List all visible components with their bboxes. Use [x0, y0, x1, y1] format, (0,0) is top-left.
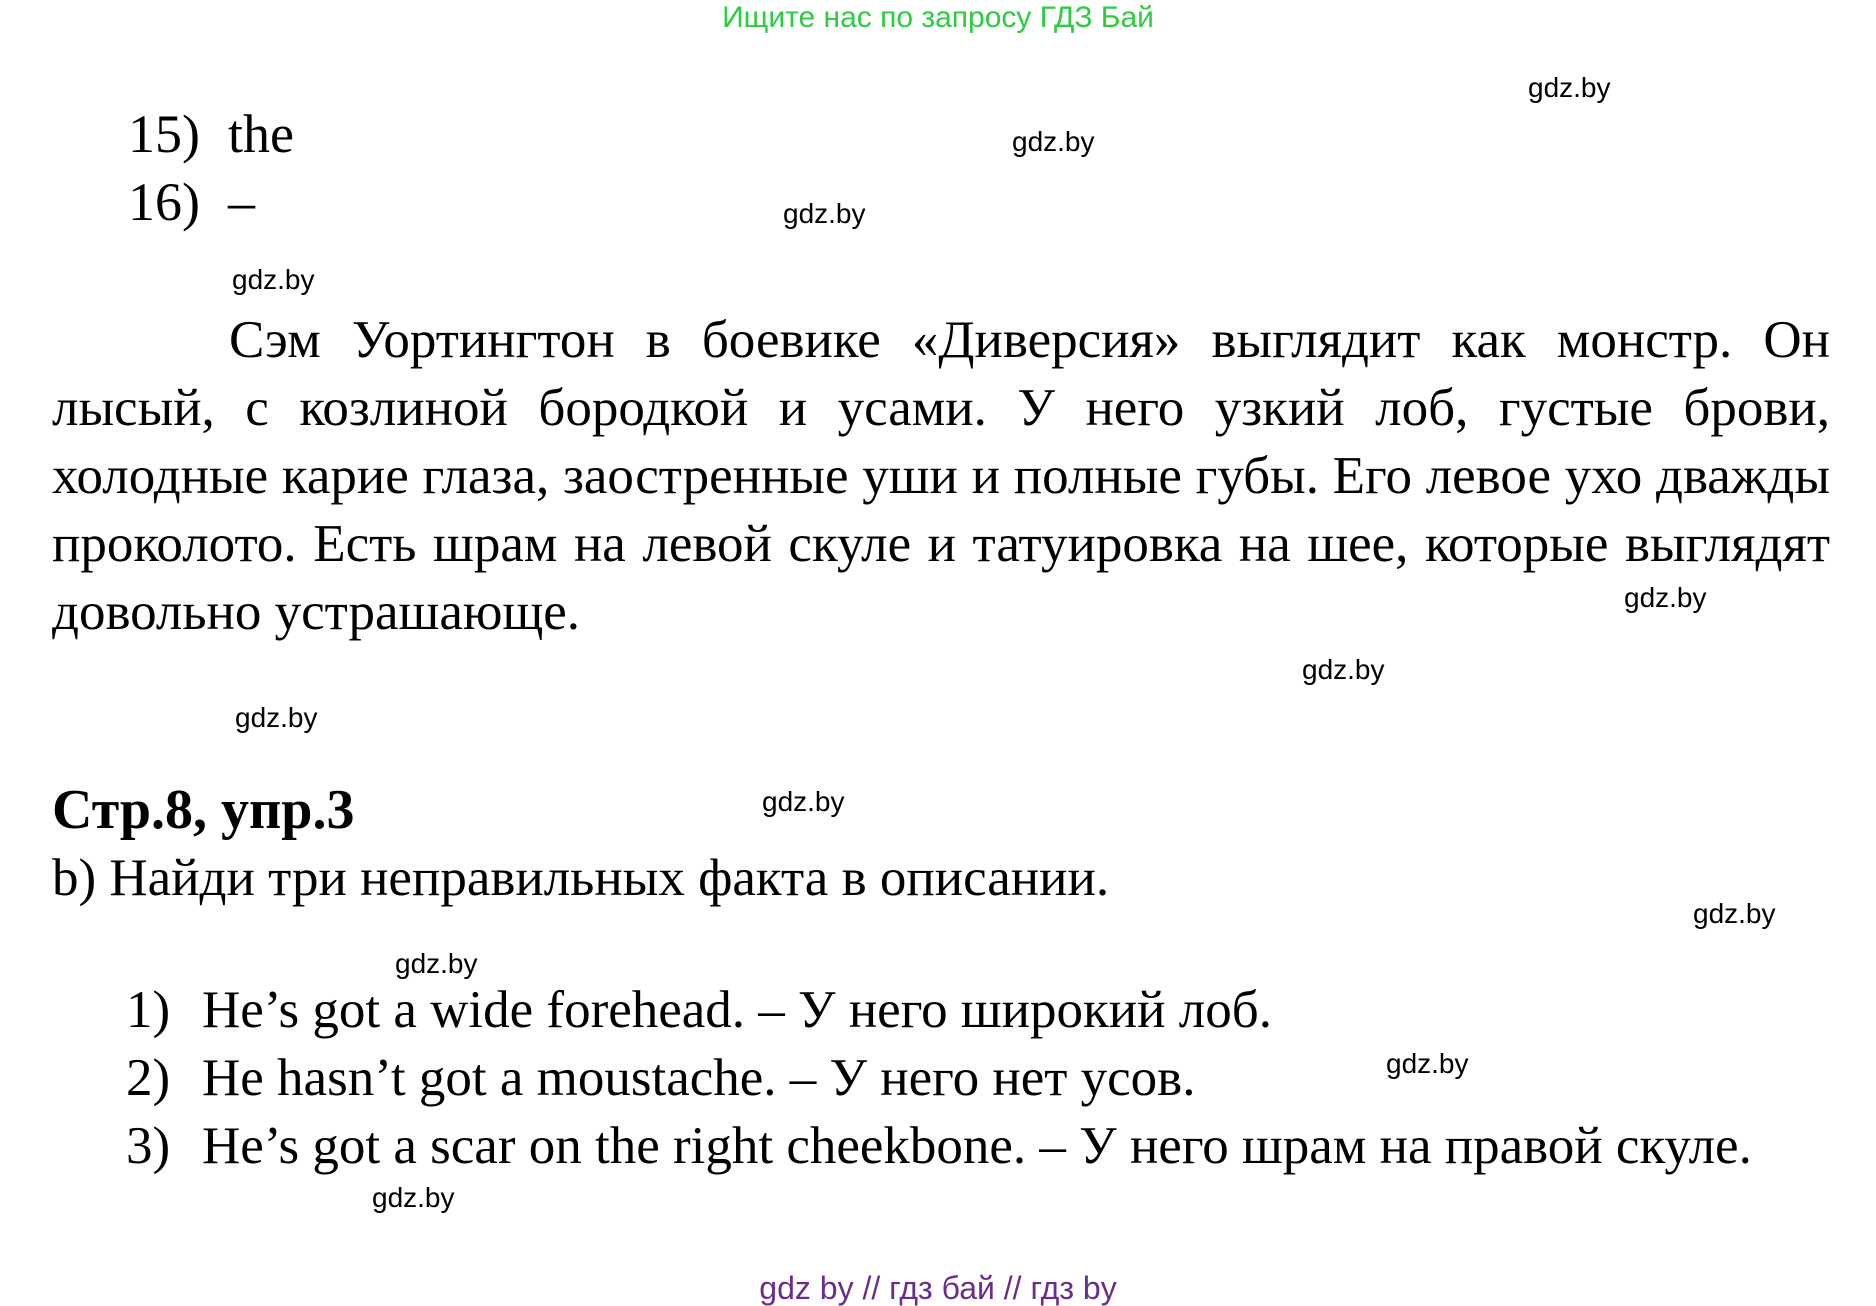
watermark: gdz.by [1386, 1048, 1469, 1079]
list-number: 15) [128, 104, 200, 164]
answer-number: 1) [126, 981, 171, 1039]
answer-item [126, 976, 1830, 1044]
watermark: gdz.by [372, 1182, 455, 1213]
watermark: gdz.by [1528, 72, 1611, 103]
answer-number: 3) [126, 1117, 171, 1175]
answer-text: He’s got a scar on the right cheekbone. – У него шрам на правой скуле. [202, 1117, 1752, 1175]
watermark: gdz.by [1624, 582, 1707, 613]
answer-item [126, 1044, 1830, 1112]
task-instruction: b) Найди три неправильных факта в описании. [52, 849, 1110, 907]
answer-item [126, 1112, 1830, 1180]
watermark: gdz.by [395, 948, 478, 979]
footer-links: gdz by // гдз бай // гдз by [759, 1270, 1117, 1306]
answer-text: He’s got a wide forehead. – У него широкий лоб. [202, 981, 1272, 1039]
translation-paragraph: Сэм Уортингтон в боевике «Диверсия» выглядит как монстр. Он лысый, с козлиной бородкой и усами. У него узкий лоб, густые брови, холодные карие глаза, заостренные уши и полные губы. Его левое ухо дважды проколото. Есть шрам на левой скуле и татуировка на шее, которые выглядят довольно устрашающе. [52, 311, 1830, 641]
list-text: – [228, 172, 255, 232]
section-heading: Стр.8, упр.3 [52, 779, 355, 841]
watermark: gdz.by [783, 198, 866, 229]
watermark: gdz.by [235, 702, 318, 733]
watermark: gdz.by [762, 786, 845, 817]
watermark: gdz.by [1693, 898, 1776, 929]
watermark: gdz.by [232, 264, 315, 295]
top-banner: Ищите нас по запросу ГДЗ Бай [722, 1, 1154, 34]
list-number: 16) [128, 172, 200, 232]
list-text: the [228, 104, 294, 164]
watermark: gdz.by [1302, 654, 1385, 685]
answer-text: He hasn’t got a moustache. – У него нет усов. [202, 1049, 1196, 1107]
watermark: gdz.by [1012, 126, 1095, 157]
answer-number: 2) [126, 1049, 171, 1107]
